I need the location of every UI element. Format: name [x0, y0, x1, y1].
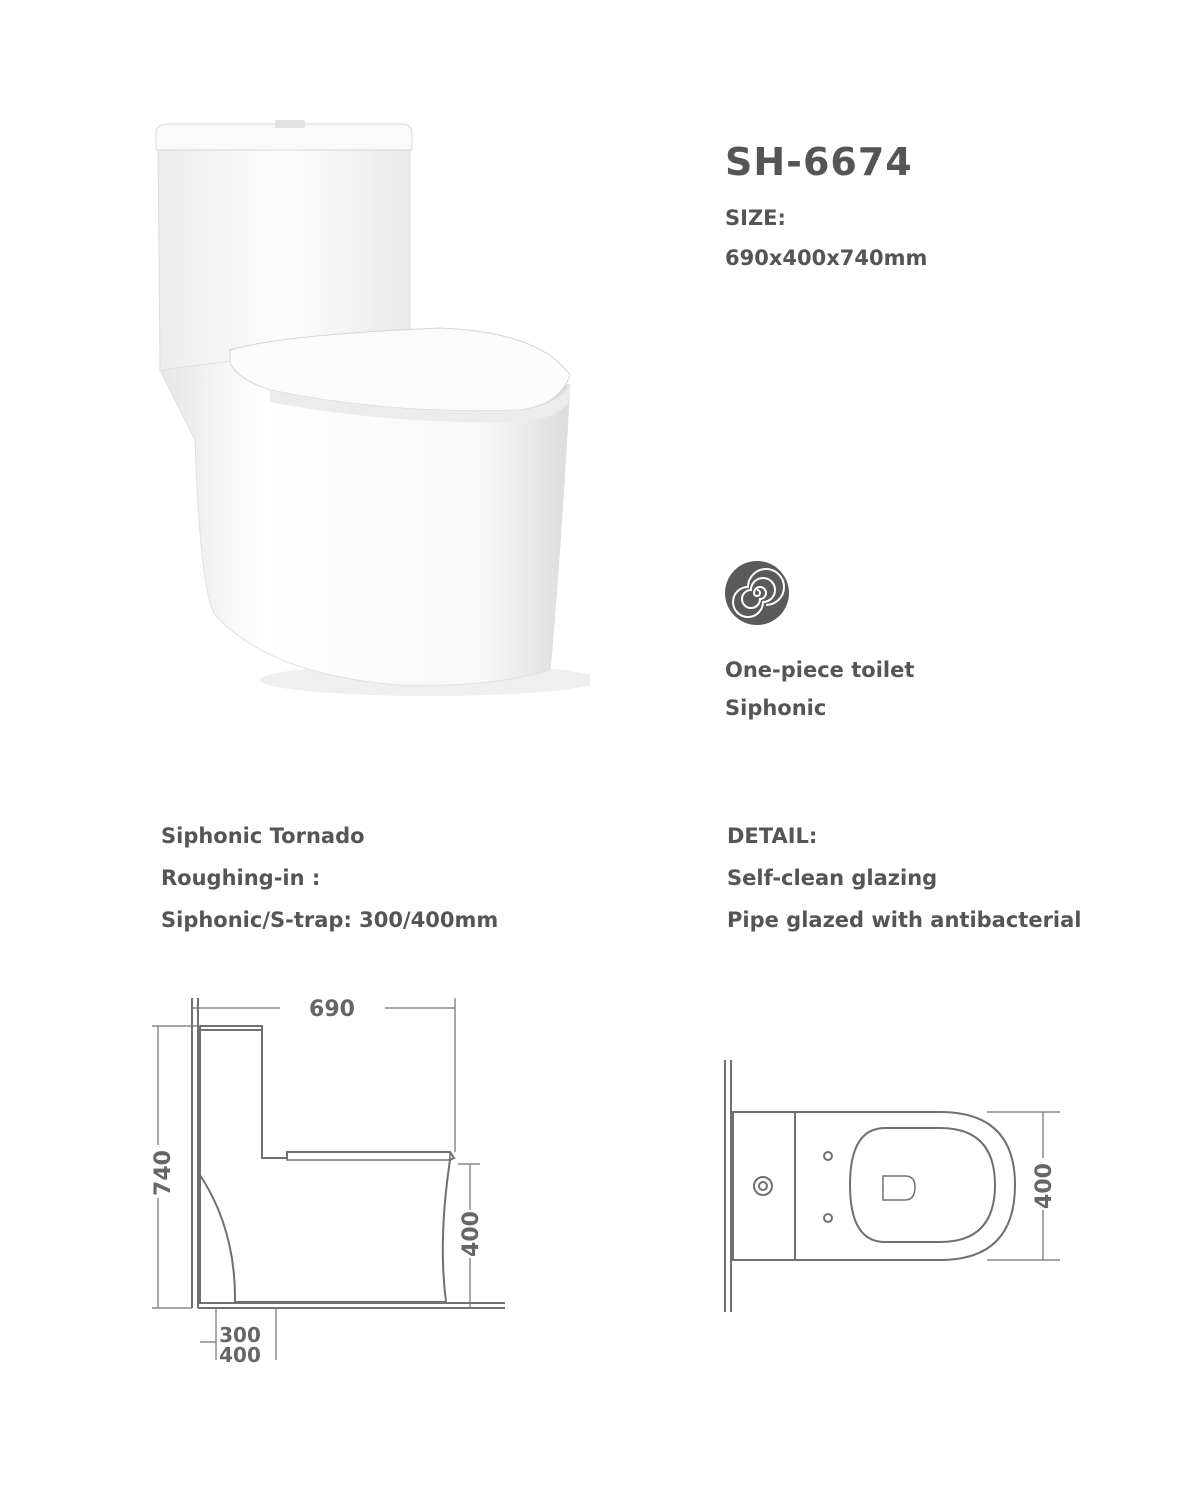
model-number: SH-6674	[725, 140, 913, 184]
tornado-swirl-icon	[725, 561, 789, 625]
dim-seat-height-400: 400	[459, 1211, 484, 1257]
feature-roughing-in: Roughing-in :	[161, 866, 321, 890]
type-line-one-piece: One-piece toilet	[725, 658, 915, 682]
dim-height-740: 740	[151, 1150, 176, 1196]
feature-siphonic-tornado: Siphonic Tornado	[161, 824, 365, 848]
side-view-drawing	[140, 990, 520, 1380]
detail-antibacterial: Pipe glazed with antibacterial	[727, 908, 1082, 932]
feature-trap-distance: Siphonic/S-trap: 300/400mm	[161, 908, 499, 932]
dim-depth-400: 400	[1032, 1163, 1057, 1209]
top-view-drawing	[715, 1050, 1085, 1320]
detail-self-clean: Self-clean glazing	[727, 866, 938, 890]
dim-rough-in-400: 400	[219, 1343, 261, 1367]
size-value: 690x400x740mm	[725, 246, 928, 270]
detail-heading: DETAIL:	[727, 824, 818, 848]
dim-width-690: 690	[309, 997, 355, 1022]
dim-rough-in-300: 300	[219, 1323, 261, 1347]
size-label: SIZE:	[725, 206, 786, 230]
type-line-siphonic: Siphonic	[725, 696, 827, 720]
product-photo	[140, 110, 590, 710]
